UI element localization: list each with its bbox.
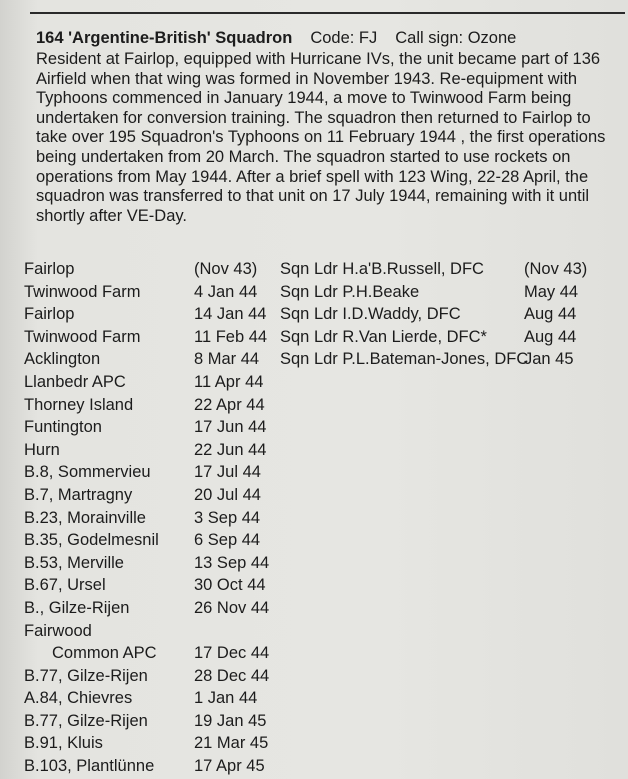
history-line: squadron was transferred to that unit on 17 July 1944, remaining with it until (36, 187, 590, 206)
base-place: Thorney Island (24, 395, 134, 414)
base-date: 17 Dec 44 (194, 644, 270, 663)
base-place: B.91, Kluis (24, 734, 103, 753)
base-row (24, 371, 284, 394)
commander-date: (Nov 43) (524, 260, 588, 278)
base-row (24, 439, 284, 462)
base-date: 17 Jul 44 (194, 463, 261, 482)
base-date: 17 Apr 45 (194, 757, 265, 776)
commander-name: Sqn Ldr H.a'B.Russell, DFC (280, 260, 484, 278)
base-date: 3 Sep 44 (194, 508, 261, 527)
base-date: 28 Dec 44 (194, 666, 270, 685)
history-line: Resident at Fairlop, equipped with Hurricane IVs, the unit became part of 136 (36, 50, 601, 68)
base-place: B.77, Gilze-Rijen (24, 711, 148, 730)
history-line: undertaken for conversion training. The squadron then returned to Fairlop to (36, 108, 591, 127)
base-row (24, 507, 284, 530)
history-line: Airfield when that wing was formed in November 1943. Re-equipment with (36, 69, 578, 88)
commander-name: Sqn Ldr P.H.Beake (280, 282, 420, 301)
commander-row (280, 303, 620, 326)
commander-name: Sqn Ldr I.D.Waddy, DFC (280, 305, 461, 324)
base-date: 17 Jun 44 (194, 418, 267, 437)
base-row (24, 620, 284, 643)
base-date: 4 Jan 44 (194, 282, 258, 301)
base-place: B.77, Gilze-Rijen (24, 666, 148, 685)
base-place: A.84, Chievres (24, 689, 133, 708)
base-place: Twinwood Farm (24, 327, 141, 346)
commander-row (280, 326, 620, 349)
base-row (24, 597, 284, 620)
base-place: B.35, Godelmesnil (24, 531, 159, 550)
base-date: 22 Apr 44 (194, 395, 265, 414)
base-row (24, 687, 284, 710)
squadron-title: 164 'Argentine-British' Squadron (36, 29, 293, 47)
base-date: 20 Jul 44 (194, 485, 261, 504)
base-row (24, 394, 284, 417)
base-row (24, 732, 284, 755)
base-place: Fairlop (24, 260, 75, 278)
history-line: take over 195 Squadron's Typhoons on 11 February 1944 , the first operations (36, 128, 606, 147)
base-place: B., Gilze-Rijen (24, 598, 130, 617)
commander-date: Jan 45 (524, 350, 574, 369)
base-date: 21 Mar 45 (194, 734, 269, 753)
history-line: operations from May 1944. After a brief spell with 123 Wing, 22-28 April, the (36, 167, 589, 186)
base-place: B.8, Sommervieu (24, 463, 151, 482)
base-row (24, 416, 284, 439)
commander-row (280, 281, 620, 304)
squadron-header (36, 28, 626, 48)
base-date: 30 Oct 44 (194, 576, 266, 595)
base-row (24, 552, 284, 575)
commander-row (280, 258, 620, 281)
base-row (24, 665, 284, 688)
base-place: Common APC (52, 644, 157, 663)
base-place: B.103, Plantlünne (24, 757, 155, 776)
base-date: (Nov 43) (194, 260, 258, 278)
base-date: 26 Nov 44 (194, 598, 270, 617)
base-place: Acklington (24, 350, 101, 369)
base-row (24, 484, 284, 507)
base-place: Llanbedr APC (24, 372, 126, 391)
base-row (24, 529, 284, 552)
base-row (24, 303, 284, 326)
base-date: 14 Jan 44 (194, 305, 267, 324)
base-date: 6 Sep 44 (194, 531, 261, 550)
base-row (24, 281, 284, 304)
squadron-code: Code: FJ (310, 29, 378, 47)
base-date: 11 Apr 44 (194, 372, 264, 391)
history-line: being undertaken from 20 March. The squadron started to use rockets on (36, 147, 571, 166)
base-date: 8 Mar 44 (194, 350, 260, 369)
base-row (24, 326, 284, 349)
base-row (24, 461, 284, 484)
base-place: Funtington (24, 418, 102, 437)
base-place: Hurn (24, 440, 60, 459)
bases-list (24, 258, 284, 778)
base-place: B.23, Morainville (24, 508, 146, 527)
base-place: B.67, Ursel (24, 576, 106, 595)
base-date: 22 Jun 44 (194, 440, 267, 459)
base-place: Fairwood (24, 621, 92, 640)
base-date: 19 Jan 45 (194, 711, 267, 730)
commander-date: May 44 (524, 282, 579, 301)
top-rule (30, 12, 625, 14)
base-place: B.53, Merville (24, 553, 124, 572)
base-place: B.7, Martragny (24, 485, 133, 504)
base-date: 11 Feb 44 (194, 327, 268, 346)
base-row (24, 258, 284, 281)
squadron-callsign: Call sign: Ozone (395, 29, 517, 47)
commanders-list (280, 258, 620, 371)
base-row (24, 642, 284, 665)
base-row (24, 348, 284, 371)
base-row (24, 755, 284, 778)
base-place: Fairlop (24, 305, 75, 324)
base-row (24, 710, 284, 733)
commander-name: Sqn Ldr P.L.Bateman-Jones, DFC (280, 350, 529, 369)
history-line: shortly after VE-Day. (36, 206, 187, 225)
commander-row (280, 348, 620, 371)
base-date: 1 Jan 44 (194, 689, 258, 708)
base-date: 13 Sep 44 (194, 553, 270, 572)
commander-date: Aug 44 (524, 305, 577, 324)
history-line: Typhoons commenced in January 1944, a move to Twinwood Farm being (36, 89, 572, 108)
commander-name: Sqn Ldr R.Van Lierde, DFC* (280, 327, 487, 346)
commander-date: Aug 44 (524, 327, 577, 346)
base-place: Twinwood Farm (24, 282, 141, 301)
squadron-history (36, 50, 606, 226)
base-row (24, 574, 284, 597)
